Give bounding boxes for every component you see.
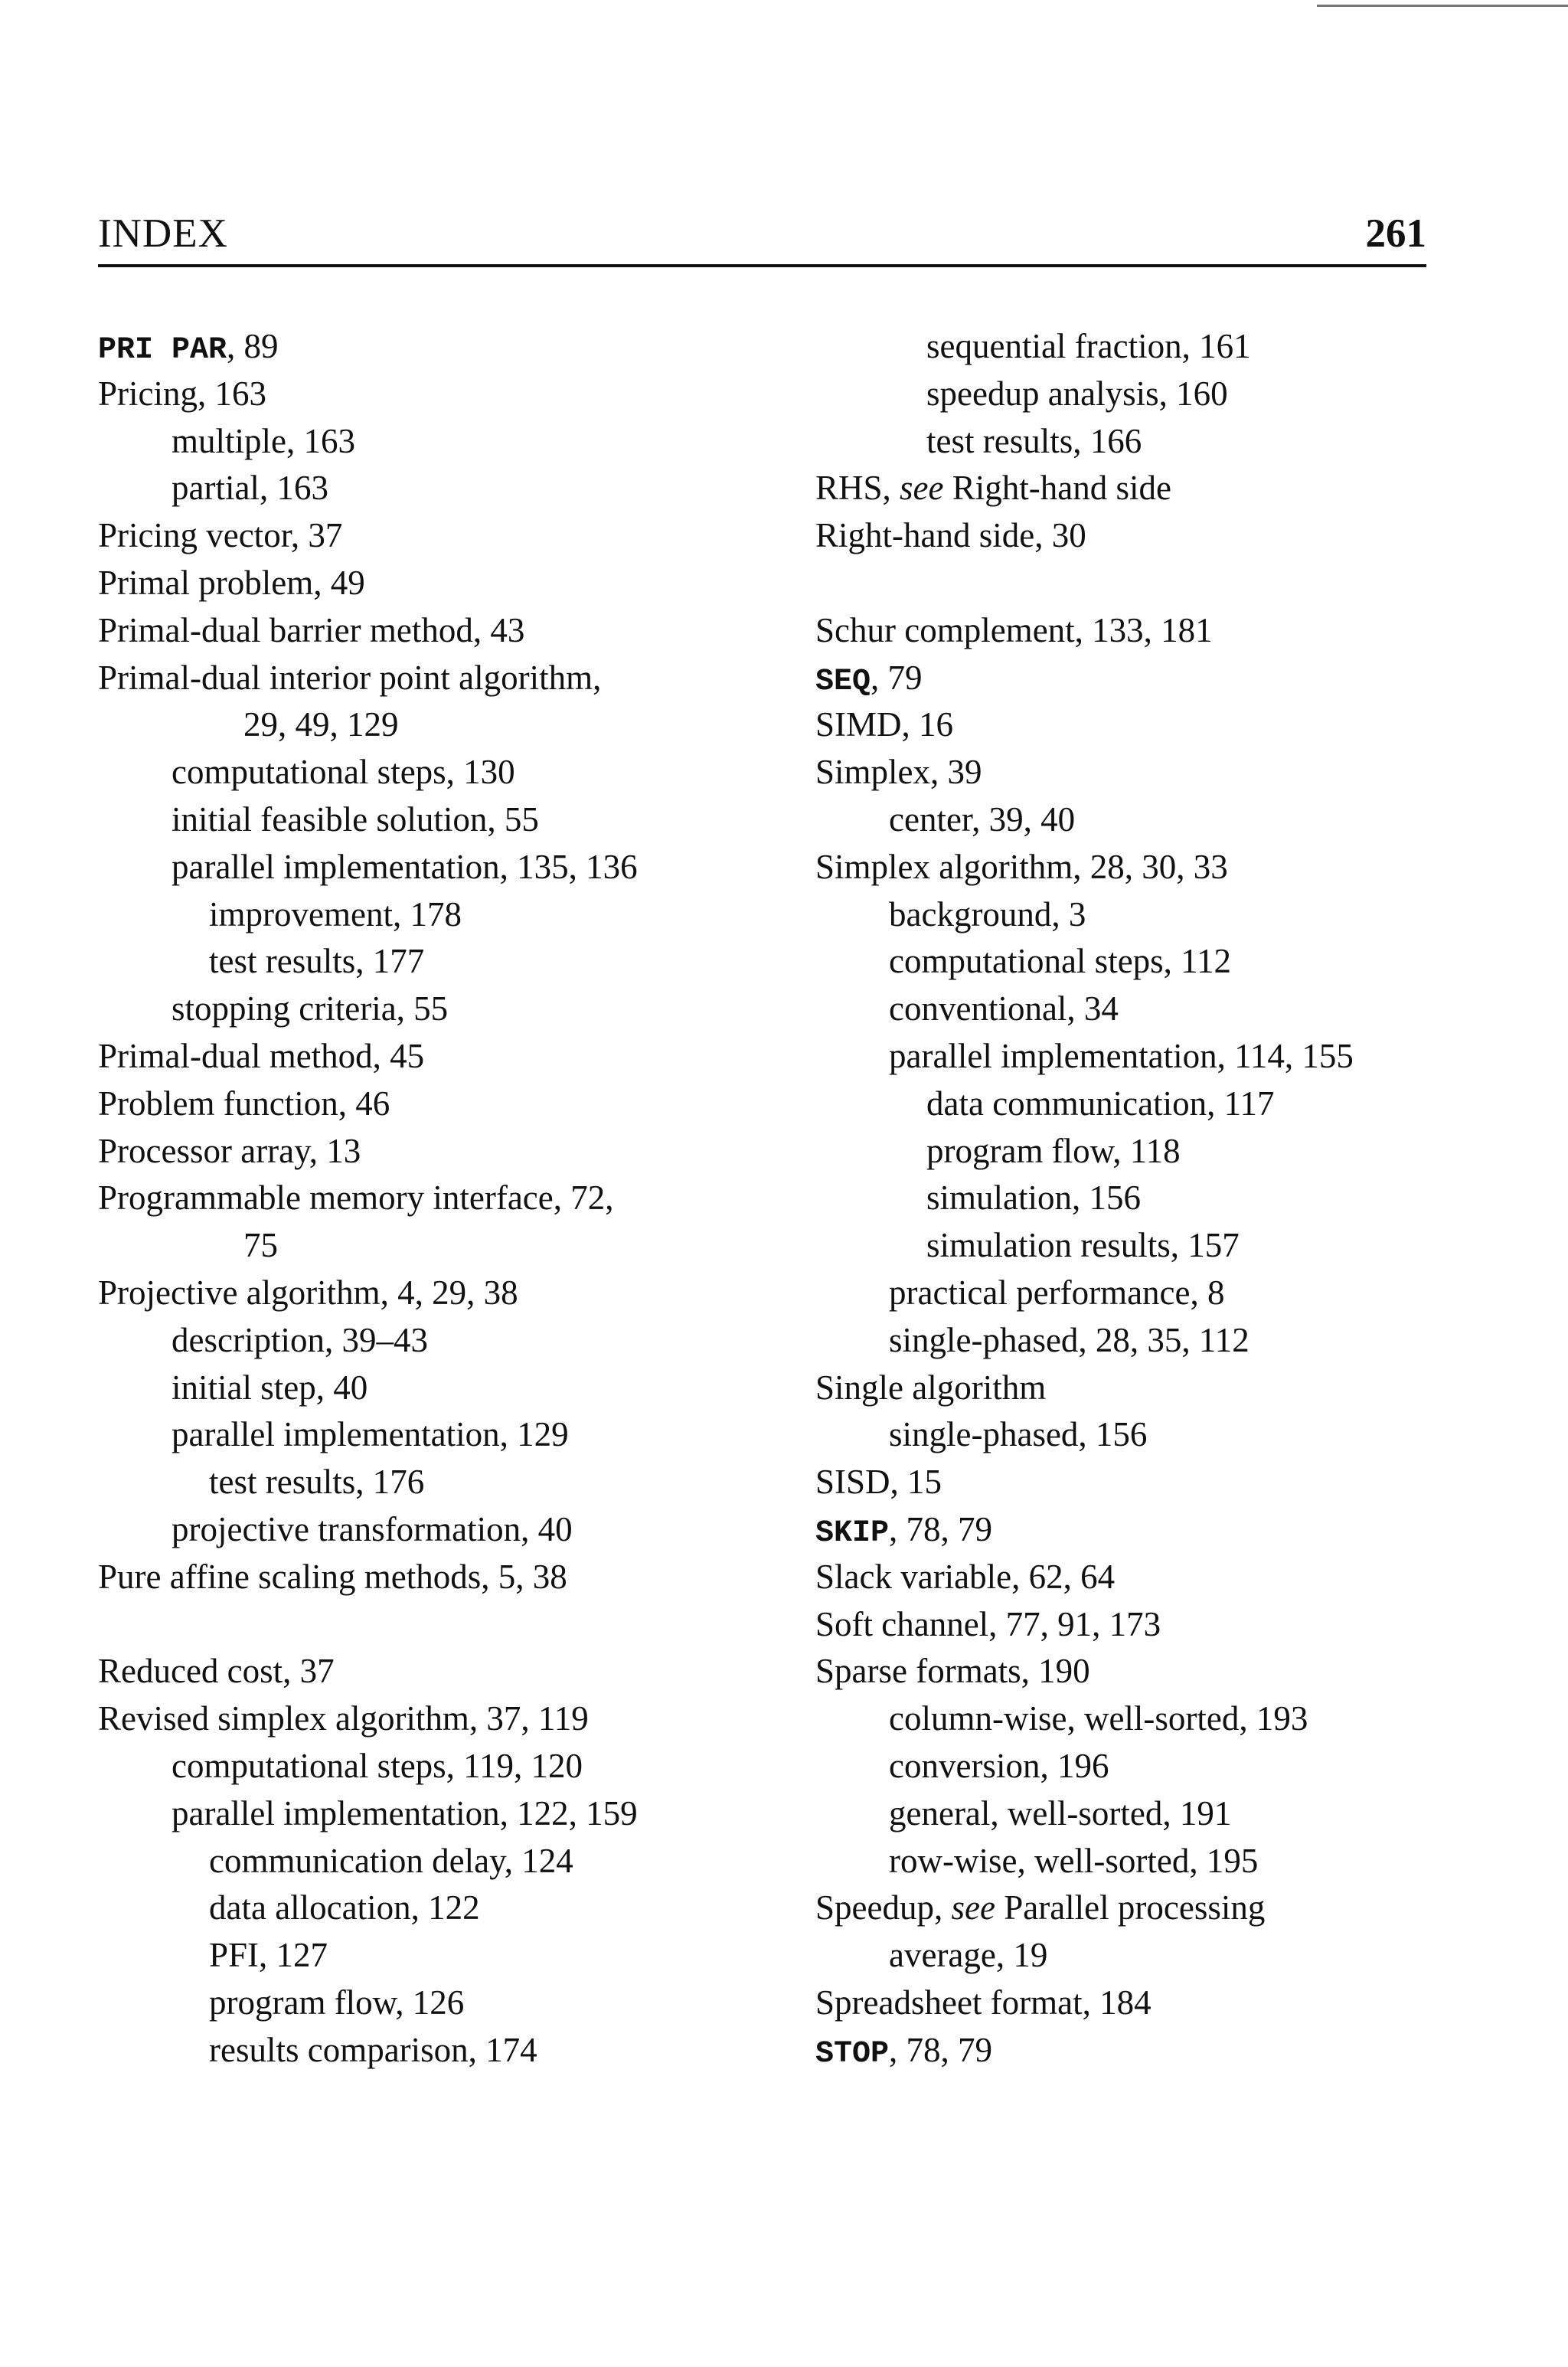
index-entry-text: Right-hand side, 30 (815, 516, 1086, 555)
page-number: 261 (1365, 211, 1426, 256)
index-entry-text: improvement, 178 (209, 894, 462, 933)
index-entry-text: Programmable memory interface, 72, (98, 1179, 614, 1218)
index-entry-text: Speedup, (815, 1888, 952, 1927)
index-entry (815, 796, 1535, 844)
index-entry-text: , 89 (227, 327, 279, 365)
index-entry (98, 1932, 818, 1980)
index-entry-text: program flow, 126 (209, 1983, 465, 2022)
index-entry-text: , 79 (871, 658, 923, 697)
index-entry-text: description, 39–43 (172, 1320, 428, 1359)
index-keyword: SKIP (815, 1515, 890, 1551)
index-entry-text: Simplex algorithm, 28, 30, 33 (815, 847, 1228, 886)
index-entry (815, 986, 1535, 1033)
index-entry (815, 1365, 1535, 1412)
index-entry (815, 844, 1535, 891)
index-entry-text: Primal problem, 49 (98, 563, 365, 602)
index-entry-text: sequential fraction, 161 (926, 327, 1251, 365)
index-entry-text: communication delay, 124 (209, 1841, 573, 1880)
index-entry-text: partial, 163 (172, 469, 328, 508)
index-entry-text: Processor array, 13 (98, 1131, 361, 1170)
index-entry-text: Primal-dual method, 45 (98, 1036, 425, 1075)
index-entry-text: computational steps, 112 (889, 942, 1232, 981)
index-entry (98, 1081, 818, 1128)
top-edge-rule (1317, 5, 1568, 7)
index-entry (815, 701, 1535, 749)
index-entry (815, 1648, 1535, 1695)
index-entry (98, 986, 818, 1033)
index-entry-text: center, 39, 40 (889, 799, 1076, 839)
index-entry-text: RHS, (815, 469, 900, 508)
cross-reference-target: Parallel processing (995, 1888, 1266, 1927)
index-entry-text: 75 (243, 1226, 278, 1265)
index-entry-text: Pure affine scaling methods, 5, 38 (98, 1557, 567, 1596)
index-entry (815, 655, 1535, 702)
index-entry-text: projective transformation, 40 (172, 1509, 573, 1548)
index-keyword: STOP (815, 2036, 890, 2071)
index-entry-text: computational steps, 119, 120 (172, 1746, 583, 1785)
index-entry (98, 1365, 818, 1412)
index-entry-text: Schur complement, 133, 181 (815, 610, 1213, 649)
index-column-left (98, 323, 818, 2074)
index-entry (98, 1033, 818, 1081)
index-entry (815, 1932, 1535, 1980)
index-entry (98, 418, 818, 466)
section-gap (98, 1601, 818, 1649)
index-entry-text: results comparison, 174 (209, 2030, 537, 2069)
index-entry (815, 1695, 1535, 1743)
index-entry-text: Single algorithm (815, 1368, 1047, 1407)
index-entry (815, 371, 1535, 418)
index-entry (815, 1743, 1535, 1790)
index-entry (815, 1033, 1535, 1081)
index-entry (98, 938, 818, 986)
index-entry (815, 938, 1535, 986)
index-entry (815, 749, 1535, 796)
index-entry-text: background, 3 (889, 894, 1086, 933)
index-entry-text: Primal-dual barrier method, 43 (98, 610, 525, 649)
index-entry-text: single-phased, 28, 35, 112 (889, 1320, 1250, 1359)
index-entry-text: SIMD, 16 (815, 705, 954, 744)
index-entry (98, 560, 818, 607)
index-entry (98, 1411, 818, 1459)
section-gap (815, 560, 1535, 607)
index-entry (815, 465, 1535, 512)
index-entry (98, 1317, 818, 1365)
index-entry (815, 1222, 1535, 1270)
index-entry (98, 1554, 818, 1601)
index-entry (815, 1128, 1535, 1175)
index-entry (815, 1081, 1535, 1128)
index-entry-text: single-phased, 156 (889, 1415, 1148, 1454)
index-entry-text: stopping criteria, 55 (172, 989, 449, 1028)
index-entry-text: data allocation, 122 (209, 1888, 480, 1927)
index-entry-text: Soft channel, 77, 91, 173 (815, 1604, 1161, 1643)
index-entry (98, 1270, 818, 1317)
index-entry (815, 1270, 1535, 1317)
index-entry (815, 1554, 1535, 1601)
index-entry (98, 1222, 818, 1270)
index-entry-text: PFI, 127 (209, 1936, 328, 1975)
index-entry-text: SISD, 15 (815, 1463, 942, 1502)
index-entry-text: Problem function, 46 (98, 1084, 390, 1123)
index-entry (815, 1980, 1535, 2027)
index-entry-text: computational steps, 130 (172, 753, 515, 792)
page-header (98, 203, 1426, 267)
index-entry-text: , 78, 79 (889, 1509, 993, 1548)
index-entry (98, 2027, 818, 2074)
index-entry-text: Slack variable, 62, 64 (815, 1557, 1116, 1596)
index-entry-text: Primal-dual interior point algorithm, (98, 658, 602, 697)
index-entry (98, 701, 818, 749)
index-entry (815, 1790, 1535, 1838)
index-entry-text: Projective algorithm, 4, 29, 38 (98, 1273, 518, 1312)
index-entry-text: Sparse formats, 190 (815, 1652, 1090, 1691)
index-entry (98, 607, 818, 655)
index-entry (98, 1175, 818, 1222)
index-entry-text: row-wise, well-sorted, 195 (889, 1841, 1259, 1880)
index-entry-text: practical performance, 8 (889, 1273, 1225, 1312)
index-entry-text: parallel implementation, 122, 159 (172, 1793, 638, 1832)
index-entry (98, 1980, 818, 2027)
index-entry-text: parallel implementation, 135, 136 (172, 847, 638, 886)
index-entry-text: test results, 176 (209, 1463, 425, 1502)
index-entry-text: Simplex, 39 (815, 753, 982, 792)
index-column-right (815, 323, 1535, 2074)
index-entry (98, 465, 818, 512)
index-entry-text: Reduced cost, 37 (98, 1652, 335, 1691)
index-entry-text: general, well-sorted, 191 (889, 1793, 1232, 1832)
index-entry-text: simulation results, 157 (926, 1226, 1240, 1265)
index-entry (98, 323, 818, 371)
index-entry (98, 655, 818, 702)
index-keyword: SEQ (815, 664, 871, 699)
index-entry (815, 512, 1535, 560)
index-entry-text: Pricing, 163 (98, 374, 266, 413)
index-entry (98, 1790, 818, 1838)
index-entry (815, 1175, 1535, 1222)
index-entry (98, 1838, 818, 1885)
cross-reference-see: see (900, 469, 944, 508)
index-entry (815, 891, 1535, 939)
index-entry-text: conventional, 34 (889, 989, 1119, 1028)
index-entry (815, 1411, 1535, 1459)
index-entry (98, 749, 818, 796)
index-entry (98, 1695, 818, 1743)
index-entry (815, 1885, 1535, 1932)
index-entry (98, 796, 818, 844)
page-title: INDEX (98, 211, 228, 256)
index-entry-text: Spreadsheet format, 184 (815, 1983, 1152, 2022)
index-entry-text: 29, 49, 129 (243, 705, 399, 744)
index-entry-text: program flow, 118 (926, 1131, 1181, 1170)
index-entry-text: conversion, 196 (889, 1746, 1109, 1785)
index-entry (815, 1601, 1535, 1649)
index-entry-text: Revised simplex algorithm, 37, 119 (98, 1699, 589, 1738)
index-entry (815, 1317, 1535, 1365)
index-entry-text: data communication, 117 (926, 1084, 1275, 1123)
index-entry (98, 1885, 818, 1932)
index-entry-text: multiple, 163 (172, 421, 355, 460)
index-entry-text: column-wise, well-sorted, 193 (889, 1699, 1308, 1738)
index-entry (815, 1506, 1535, 1554)
index-entry-text: Pricing vector, 37 (98, 516, 343, 555)
index-entry (815, 418, 1535, 466)
index-entry-text: simulation, 156 (926, 1179, 1141, 1218)
index-entry-text: initial feasible solution, 55 (172, 799, 539, 839)
index-entry-text: parallel implementation, 114, 155 (889, 1036, 1354, 1075)
index-entry-text: , 78, 79 (889, 2030, 993, 2069)
index-entry (815, 2027, 1535, 2074)
index-entry (815, 1838, 1535, 1885)
index-entry-text: test results, 166 (926, 421, 1142, 460)
index-entry (98, 371, 818, 418)
index-entry (815, 323, 1535, 371)
index-entry (98, 1459, 818, 1506)
index-entry (98, 844, 818, 891)
index-entry (98, 1648, 818, 1695)
index-entry-text: average, 19 (889, 1936, 1048, 1975)
index-entry (98, 1128, 818, 1175)
index-entry (98, 1506, 818, 1554)
index-entry (98, 1743, 818, 1790)
index-keyword: PRI PAR (98, 333, 227, 368)
index-entry-text: initial step, 40 (172, 1368, 368, 1407)
index-entry-text: parallel implementation, 129 (172, 1415, 569, 1454)
index-entry (815, 607, 1535, 655)
index-entry-text: test results, 177 (209, 942, 425, 981)
cross-reference-see: see (951, 1888, 995, 1927)
index-entry (98, 512, 818, 560)
index-entry-text: speedup analysis, 160 (926, 374, 1228, 413)
cross-reference-target: Right-hand side (943, 469, 1171, 508)
index-entry (815, 1459, 1535, 1506)
index-entry (98, 891, 818, 939)
